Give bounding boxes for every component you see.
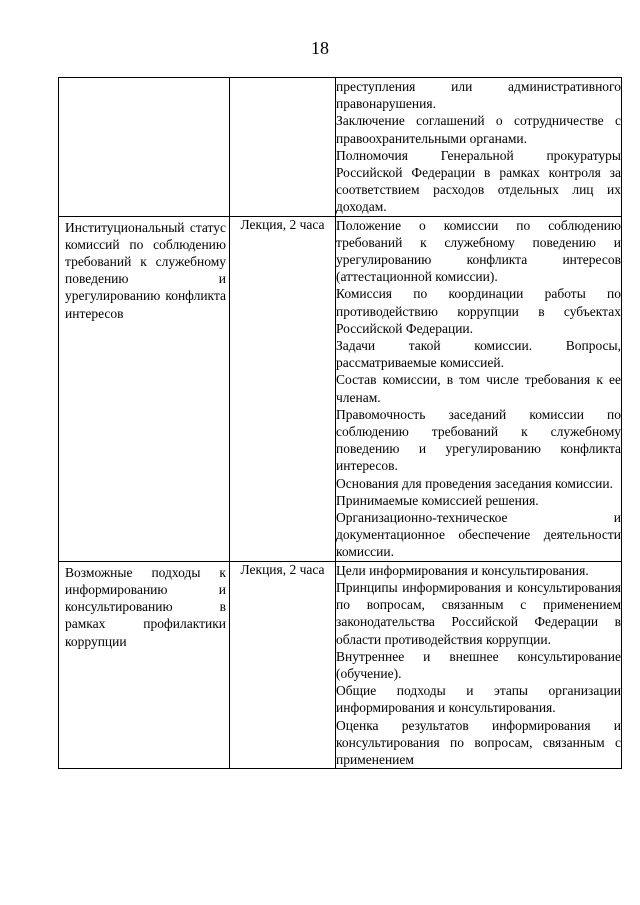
content-item: Положение о комиссии по соблюдению требований к служебному поведению и урегулированию конфликта интересов (аттестационной комиссии).: [336, 217, 621, 285]
content-item: Общие подходы и этапы организации информирования и консультирования.: [336, 683, 621, 716]
content-item: Правомочность заседаний комиссии по соблюдению требований к служебному поведению и урегулированию конфликта интересов.: [336, 406, 621, 474]
page-number: 18: [311, 38, 329, 58]
content-cell: [336, 216, 622, 561]
curriculum-table: [58, 77, 622, 769]
content-item: Принципы информирования и консультирования по вопросам, связанным с применением законодательства Российской Федерации в области противодействия коррупции.: [336, 579, 621, 647]
content-cell: [336, 78, 622, 217]
content-item: Комиссия по координации работы по противодействию коррупции в субъектах Российской Федерации.: [336, 286, 621, 336]
format-cell: [230, 78, 336, 217]
topic-text: Институциональный статус комиссий по соблюдению требований к служебному поведению и урегулированию конфликта интересов: [65, 219, 226, 321]
topic-cell: [59, 561, 230, 768]
content-item: Заключение соглашений о сотрудничестве с правоохранительными органами.: [336, 113, 621, 146]
content-item: Состав комиссии, в том числе требования к ее членам.: [336, 372, 621, 405]
content-item: Цели информирования и консультирования.: [336, 562, 589, 578]
topic-text: Возможные подходы к информированию и консультированию в рамках профилактики коррупции: [65, 564, 226, 649]
topic-cell: [59, 78, 230, 217]
table-row: [59, 216, 622, 561]
content-item: Внутреннее и внешнее консультирование (обучение).: [336, 648, 621, 681]
table-row: [59, 561, 622, 768]
content-item: Задачи такой комиссии. Вопросы, рассматриваемые комиссией.: [336, 338, 621, 371]
content-cell: [336, 561, 622, 768]
content-item: Полномочия Генеральной прокуратуры Российской Федерации в рамках контроля за соответствием расходов отдельных лиц их доходам.: [336, 147, 621, 215]
content-item: Оценка результатов информирования и консультирования по вопросам, связанным с применением: [336, 717, 621, 767]
content-item: Принимаемые комиссией решения.: [336, 492, 539, 508]
content-item: преступления или административного правонарушения.: [336, 79, 621, 112]
format-cell: Лекция, 2 часа: [230, 561, 336, 768]
content-item: Основания для проведения заседания комиссии.: [336, 475, 613, 491]
table-row: [59, 78, 622, 217]
topic-text: [59, 78, 229, 82]
content-item: Организационно-техническое и документационное обеспечение деятельности комиссии.: [336, 510, 621, 560]
topic-cell: [59, 216, 230, 561]
format-cell: Лекция, 2 часа: [230, 216, 336, 561]
